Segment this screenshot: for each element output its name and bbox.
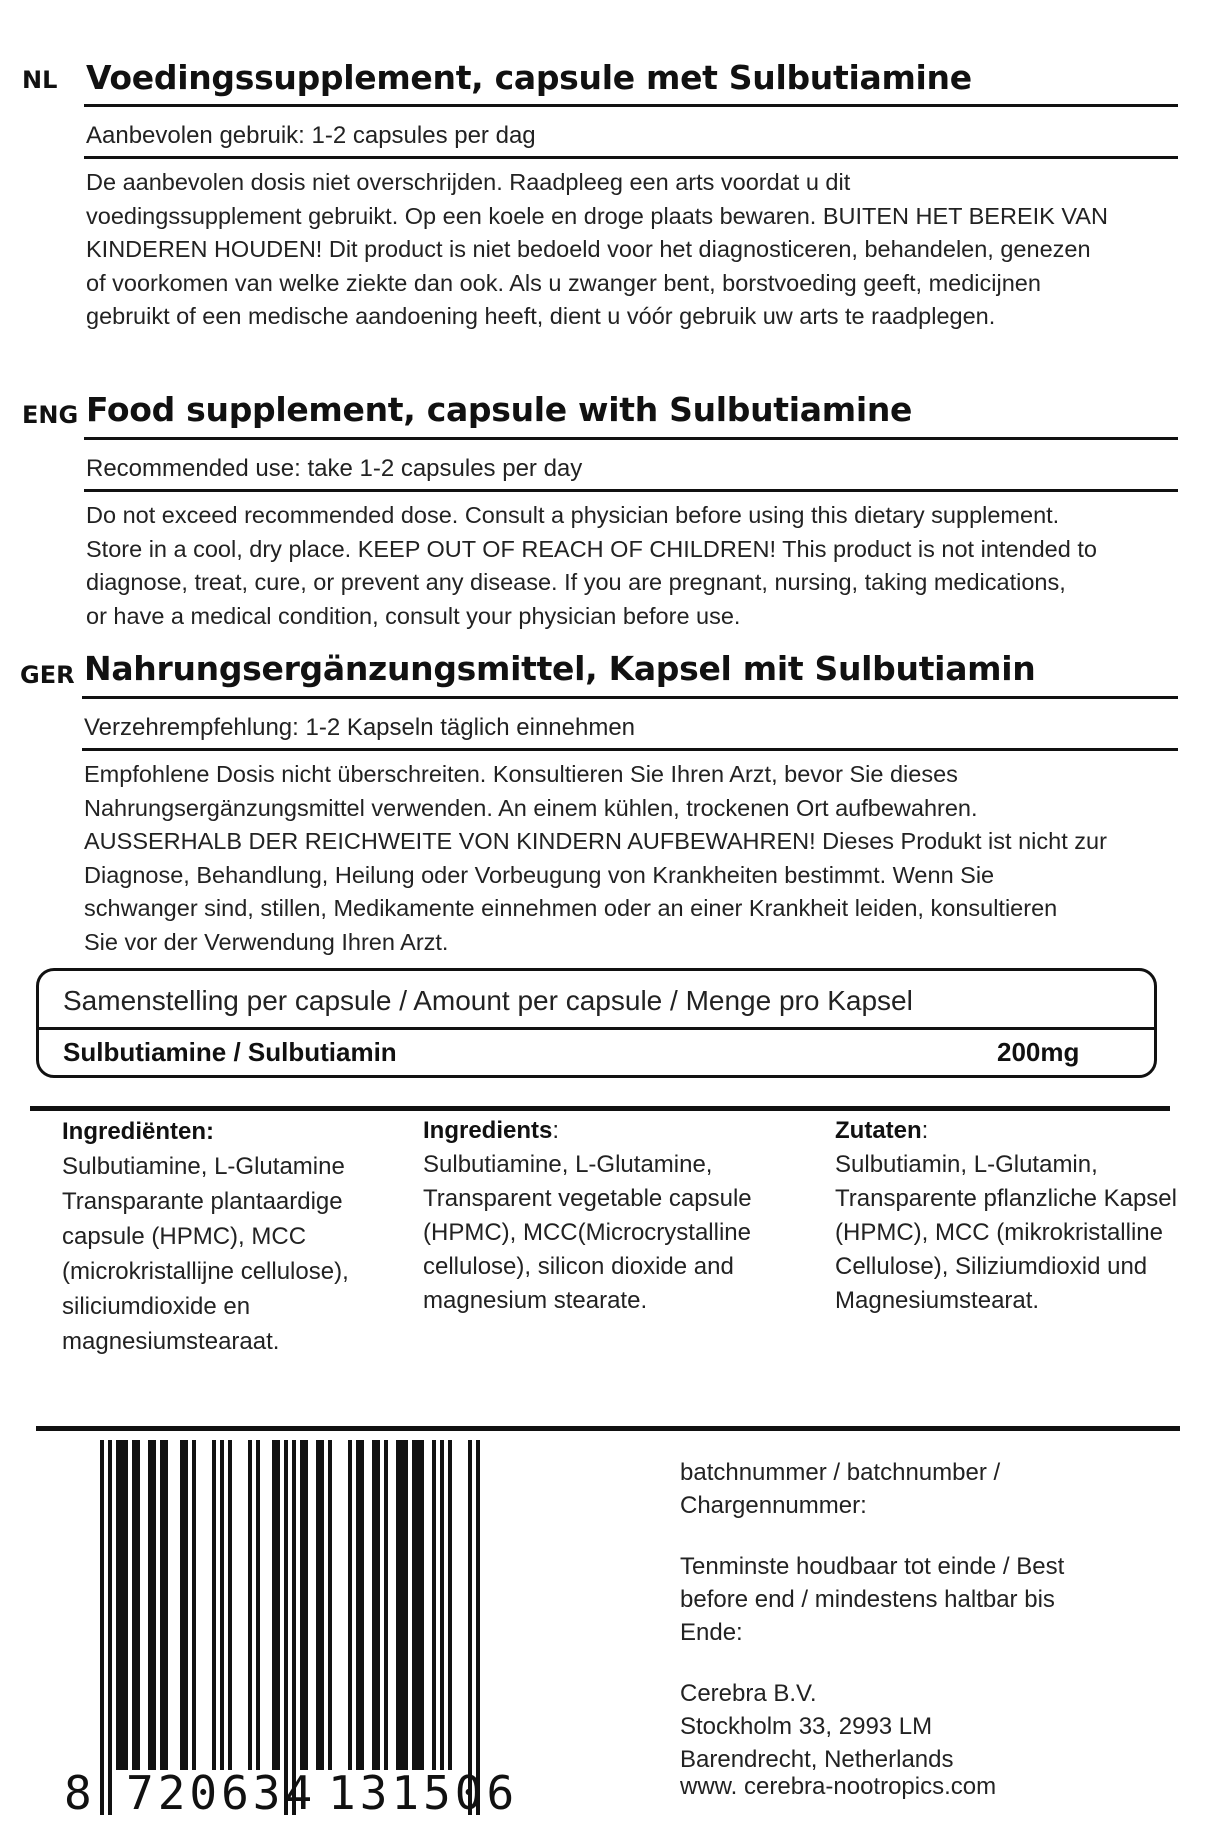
barcode-bar [400,1440,404,1770]
barcode-bar [152,1440,156,1770]
barcode-first-digit: 8 [64,1766,96,1820]
ingredient-line: Transparante plantaardige [62,1188,343,1215]
text-line: diagnose, treat, cure, or prevent any disease. If you are pregnant, nursing, taking medications, [86,569,1066,595]
barcode-bar [164,1440,168,1770]
warning-text-eng [86,499,1186,633]
barcode-bar [284,1440,288,1815]
barcode-bar [328,1440,332,1770]
barcode-bar [192,1440,196,1770]
company-address [680,1677,1180,1776]
ingredient-line: (HPMC), MCC(Microcrystalline [423,1219,751,1246]
usage-ger: Verzehrempfehlung: 1-2 Kapseln täglich einnehmen [84,714,636,741]
text-line: or have a medical condition, consult your physician before use. [86,602,741,629]
info-line: Tenminste houdbaar tot einde / Best [680,1553,1065,1580]
heading-suffix: : [921,1117,929,1144]
ingredient-line: cellulose), silicon dioxide and [423,1253,734,1280]
best-before-label [680,1550,1180,1649]
barcode-bar [348,1440,352,1770]
product-title-ger: Nahrungsergänzungsmittel, Kapsel mit Sulbutiamin [84,649,1036,688]
ingredients-heading: Zutaten [835,1117,922,1144]
text-line: Do not exceed recommended dose. Consult a physician before using this dietary supplement. [86,502,1060,528]
barcode-bar [476,1440,480,1815]
barcode-bar [420,1440,424,1770]
barcode-bar [376,1440,380,1770]
ingredient-line: magnesiumstearaat. [62,1328,280,1355]
ingredient-line: Magnesiumstearat. [835,1287,1040,1314]
section-divider [30,1106,1170,1111]
ingredient-line: Transparente pflanzliche Kapsel [835,1185,1177,1212]
divider [82,696,1178,699]
ingredient-line: (microkristallijne cellulose), [62,1258,349,1285]
barcode-bar [416,1440,420,1770]
composition-header: Samenstelling per capsule / Amount per capsule / Menge pro Kapsel [63,985,913,1016]
divider [84,489,1178,492]
usage-nl: Aanbevolen gebruik: 1-2 capsules per dag [86,122,536,149]
composition-ingredient: Sulbutiamine / Sulbutiamin [63,1037,397,1067]
batch-number-label [680,1456,1180,1522]
barcode [60,1440,560,1820]
ingredients-eng [423,1114,803,1318]
language-code-ger: GER [20,661,75,689]
ingredient-line: siliciumdioxide en [62,1293,251,1320]
barcode-bar [292,1440,296,1815]
text-line: Empfohlene Dosis nicht überschreiten. Konsultieren Sie Ihren Arzt, bevor Sie dieses [84,761,958,787]
info-line: Ende: [680,1619,743,1646]
barcode-bar [384,1440,388,1770]
barcode-bar [132,1440,136,1770]
barcode-left-digits: 720634 [126,1766,317,1820]
barcode-bar [360,1440,364,1770]
text-line: Nahrungsergänzungsmittel verwenden. An einem kühlen, trockenen Ort aufbewahren. [84,794,978,821]
barcode-bar [440,1440,444,1770]
ingredient-line: Sulbutiamine, L-Glutamine, [423,1151,713,1178]
barcode-bar [108,1440,112,1815]
warning-text-nl [86,166,1186,334]
info-line: Cerebra B.V. [680,1680,817,1707]
info-line: Barendrecht, Netherlands [680,1746,954,1773]
barcode-bar [160,1440,164,1770]
barcode-bar [300,1440,304,1770]
barcode-bar [256,1440,260,1770]
barcode-bar [180,1440,184,1770]
barcode-bar [356,1440,360,1770]
usage-eng: Recommended use: take 1-2 capsules per day [86,455,583,482]
ingredient-line: Sulbutiamine, L-Glutamine [62,1153,345,1180]
product-title-nl: Voedingssupplement, capsule met Sulbutiamine [86,58,972,97]
barcode-bar [272,1440,276,1770]
info-block [680,1456,1180,1803]
barcode-bar [184,1440,188,1770]
text-line: Store in a cool, dry place. KEEP OUT OF REACH OF CHILDREN! This product is not intended to [86,535,1097,562]
barcode-bar [116,1440,120,1770]
text-line: AUSSERHALB DER REICHWEITE VON KINDERN AUFBEWAHREN! Dieses Produkt ist nicht zur [84,828,1107,854]
composition-divider [39,1027,1154,1030]
divider [82,748,1178,751]
text-line: De aanbevolen dosis niet overschrijden. Raadpleeg een arts voordat u dit [86,169,851,195]
ingredient-line: Cellulose), Siliziumdioxid und [835,1253,1148,1280]
composition-amount: 200mg [997,1037,1080,1067]
text-line: voedingssupplement gebruikt. Op een koele en droge plaats bewaren. BUITEN HET BEREIK VAN [86,202,1108,229]
info-line: before end / mindestens haltbar bis [680,1586,1055,1613]
barcode-bar [404,1440,408,1770]
ingredients-heading: Ingredients [423,1117,553,1144]
divider [84,104,1178,107]
barcode-bar [432,1440,436,1770]
barcode-bar [228,1440,232,1770]
barcode-bar [468,1440,472,1815]
composition-table [36,968,1157,1078]
text-line: Sie vor der Verwendung Ihren Arzt. [84,928,449,955]
barcode-bar [248,1440,252,1770]
warning-text-ger [84,758,1194,959]
ingredient-line: (HPMC), MCC (mikrokristalline [835,1219,1163,1246]
barcode-bar [276,1440,280,1770]
language-code-eng: ENG [22,401,79,429]
website-link[interactable]: www. cerebra-nootropics.com [680,1773,997,1800]
ingredients-ger [835,1114,1203,1318]
barcode-bar [372,1440,376,1770]
ingredient-line: capsule (HPMC), MCC [62,1223,307,1250]
barcode-bar [396,1440,400,1770]
barcode-right-digits: 131506 [328,1766,519,1820]
text-line: gebruikt of een medische aandoening heeft, dient u vóór gebruik uw arts te raadplegen. [86,303,996,329]
barcode-bar [136,1440,140,1770]
text-line: schwanger sind, stillen, Medikamente einnehmen oder an einer Krankheit leiden, konsultieren [84,895,1058,921]
text-line: of voorkomen van welke ziekte dan ook. Als u zwanger bent, borstvoeding geeft, medicijnen [86,269,1041,296]
barcode-bar [100,1440,104,1815]
info-line: Chargennummer: [680,1492,867,1519]
barcode-bar [220,1440,224,1770]
divider [84,437,1178,440]
ingredient-line: magnesium stearate. [423,1287,648,1314]
barcode-bar [148,1440,152,1770]
ingredient-line: Sulbutiamin, L-Glutamin, [835,1151,1098,1178]
barcode-bar [320,1440,324,1770]
barcode-bar [124,1440,128,1770]
barcode-bar [304,1440,308,1770]
barcode-bar [316,1440,320,1770]
heading-suffix: : [552,1117,560,1144]
info-line: Stockholm 33, 2993 LM [680,1713,933,1740]
ingredients-heading: Ingrediënten: [62,1118,215,1145]
language-code-nl: NL [22,66,58,94]
barcode-bar [448,1440,452,1770]
ingredient-line: Transparent vegetable capsule [423,1185,752,1212]
divider [84,156,1178,159]
ingredients-nl [62,1114,402,1359]
barcode-bar [120,1440,124,1770]
info-line: batchnummer / batchnumber / [680,1459,1001,1486]
barcode-bar [412,1440,416,1770]
product-title-eng: Food supplement, capsule with Sulbutiamine [86,390,913,429]
section-divider [36,1426,1180,1431]
text-line: KINDEREN HOUDEN! Dit product is niet bedoeld voor het diagnosticeren, behandelen, genezen [86,236,1091,262]
text-line: Diagnose, Behandlung, Heilung oder Vorbeugung von Krankheiten bestimmt. Wenn Sie [84,861,995,888]
barcode-bar [212,1440,216,1770]
barcode-bars [60,1440,560,1820]
